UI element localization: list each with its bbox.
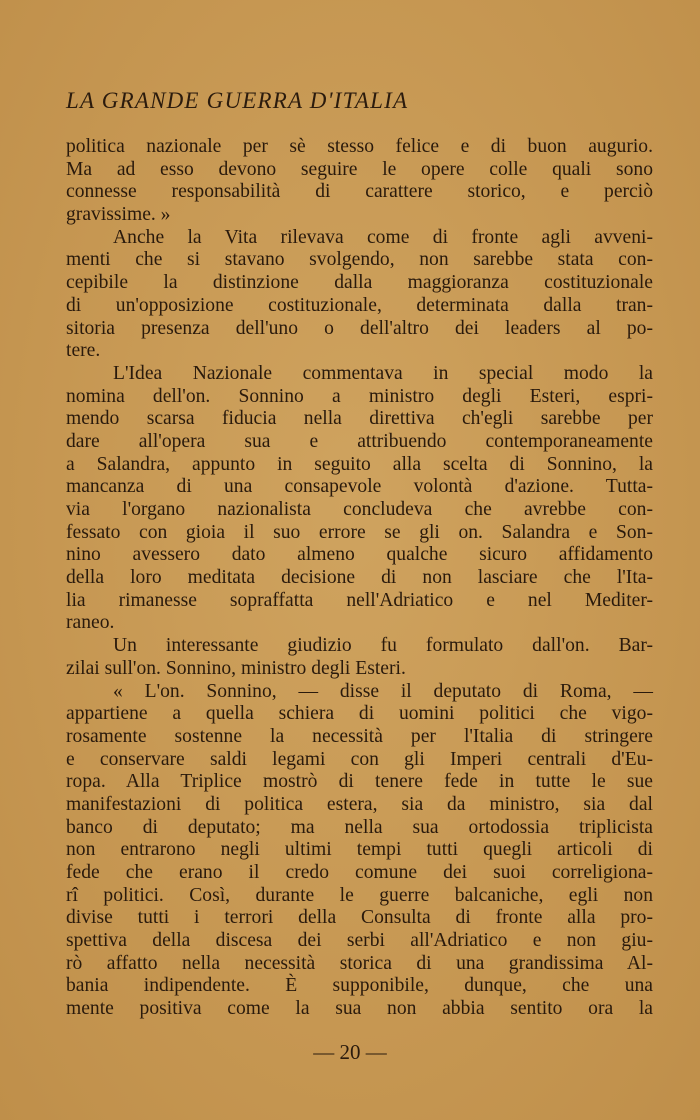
body-text: [66, 136, 653, 1021]
text-line: rosamente sostenne la necessità per l'Italia di stringere: [66, 725, 653, 747]
text-line: bania indipendente. È supponibile, dunque, che una: [66, 975, 653, 997]
text-line: gravissime. »: [66, 204, 171, 226]
text-line: e conservare saldi legami con gli Imperi centrali d'Eu-: [66, 748, 653, 770]
text-line: tere.: [66, 340, 101, 362]
text-line: rò affatto nella necessità storica di una grandissima Al-: [66, 952, 653, 974]
text-line: menti che si stavano svolgendo, non sarebbe stata con-: [66, 249, 653, 271]
text-line: della loro meditata decisione di non lasciare che l'Ita-: [66, 567, 653, 589]
text-line: politica nazionale per sè stesso felice e di buon augurio.: [66, 136, 653, 157]
text-line: banco di deputato; ma nella sua ortodossia triplicista: [66, 816, 653, 838]
text-line: mendo scarsa fiducia nella direttiva ch'egli sarebbe per: [66, 408, 653, 430]
text-line: divise tutti i terrori della Consulta di fronte alla pro-: [66, 907, 653, 929]
text-line: dare all'opera sua e attribuendo contemporaneamente: [66, 430, 653, 452]
text-line: L'Idea Nazionale commentava in special modo la: [113, 362, 653, 384]
text-line: nomina dell'on. Sonnino a ministro degli Esteri, espri-: [66, 385, 653, 407]
text-line: appartiene a quella schiera di uomini politici che vigo-: [66, 703, 653, 725]
text-line: mancanza di una consapevole volontà d'azione. Tutta-: [66, 476, 653, 498]
text-line: Ma ad esso devono seguire le opere colle quali sono: [66, 158, 653, 180]
page-number: — 20 —: [313, 1040, 387, 1064]
text-line: raneo.: [66, 612, 115, 634]
text-line: spettiva della discesa dei serbi all'Adriatico e non giu-: [66, 930, 653, 952]
text-line: manifestazioni di politica estera, sia da ministro, sia dal: [66, 793, 653, 815]
text-line: « L'on. Sonnino, — disse il deputato di Roma, —: [113, 680, 653, 702]
text-line: fede che erano il credo comune dei suoi correligiona-: [66, 862, 653, 883]
text-line: lia rimanesse sopraffatta nell'Adriatico e nel Mediter-: [66, 589, 653, 611]
text-line: Un interessante giudizio fu formulato dall'on. Bar-: [113, 635, 653, 657]
text-line: connesse responsabilità di carattere storico, e perciò: [66, 181, 653, 203]
text-line: sitoria presenza dell'uno o dell'altro dei leaders al po-: [66, 317, 653, 339]
text-line: via l'organo nazionalista concludeva che avrebbe con-: [66, 499, 653, 520]
text-line: di un'opposizione costituzionale, determinata dalla tran-: [66, 294, 653, 316]
text-line: Anche la Vita rilevava come di fronte agli avveni-: [113, 226, 653, 248]
text-line: a Salandra, appunto in seguito alla scelta di Sonnino, la: [66, 453, 653, 475]
text-line: nino avessero dato almeno qualche sicuro affidamento: [66, 544, 653, 566]
text-line: non entrarono negli ultimi tempi tutti quegli articoli di: [66, 839, 653, 861]
text-line: fessato con gioia il suo errore se gli on. Salandra e Son-: [66, 521, 653, 543]
text-line: ropa. Alla Triplice mostrò di tenere fede in tutte le sue: [66, 771, 653, 793]
text-line: rî politici. Così, durante le guerre balcaniche, egli non: [66, 884, 653, 906]
running-head: LA GRANDE GUERRA D'ITALIA: [66, 88, 409, 113]
text-line: cepibile la distinzione dalla maggioranza costituzionale: [66, 272, 653, 294]
text-line: mente positiva come la sua non abbia sentito ora la: [66, 998, 653, 1020]
text-line: zilai sull'on. Sonnino, ministro degli Esteri.: [66, 657, 406, 679]
